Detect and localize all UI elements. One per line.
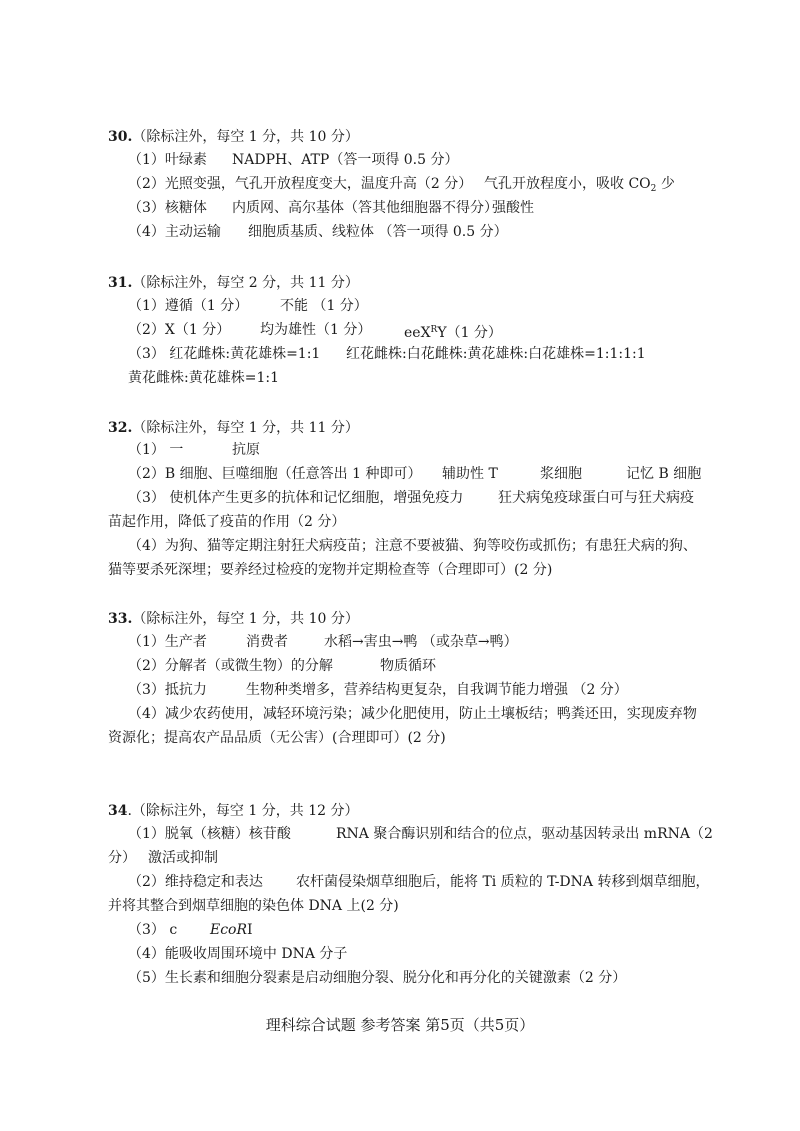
q32-3-answer-a: （3） 使机体产生更多的抗体和记忆细胞，增强免疫力 [128, 490, 464, 506]
q32-1-answer-a: （1） 一 [128, 442, 184, 458]
q33-line-5: 资源化；提高农产品品质（无公害）(合理即可）(2 分) [108, 730, 446, 746]
q34-line-4: 并将其整合到烟草细胞的染色体 DNA 上(2 分) [108, 898, 399, 914]
q30-1-answer-a: （1）叶绿素 [128, 152, 207, 168]
q34-1-continuation: 分） [108, 850, 136, 866]
page-footer: 理科综合试题 参考答案 第5页（共5页） [265, 1016, 535, 1034]
q30-3-answer-b: 内质网、高尔基体（答其他细胞器不得分） [232, 200, 498, 216]
q30-3-answer-c: 强酸性 [492, 200, 534, 216]
q33-1-answer-c: 水稻→害虫→鸭 （或杂草→鸭） [324, 634, 518, 650]
q31-2-answer-c: eeX$^R$Y（1 分） [404, 325, 502, 341]
q30-4-answer-b: 细胞质基质、线粒体 （答一项得 0.5 分） [248, 224, 508, 240]
q32-2-answer-c: 浆细胞 [540, 466, 582, 482]
q32-header [108, 417, 359, 437]
q34-2-answer-b: 农杆菌侵染烟草细胞后，能将 Ti 质粒的 T-DNA 转移到烟草细胞， [296, 874, 710, 890]
q30-2-answer-b: 气孔开放程度小，吸收 $CO_2$ 少 [484, 176, 675, 194]
q34-line-7: （5）生长素和细胞分裂素是启动细胞分裂、脱分化和再分化的关键激素（2 分） [128, 970, 627, 986]
q31-header [108, 272, 359, 292]
q34-1-answer-a: （1）脱氧（核糖）核苷酸 [128, 826, 291, 842]
q33-2-answer-a: （2）分解者（或微生物）的分解 [128, 658, 333, 674]
q30-1-answer-b: NADPH、ATP（答一项得 0.5 分） [232, 152, 459, 168]
q34-header [108, 800, 358, 820]
q30-4-answer-a: （4）主动运输 [128, 224, 221, 240]
q33-2-answer-b: 物质循环 [380, 658, 436, 674]
q31-1-answer-b: 不能 （1 分） [280, 298, 368, 314]
q34-3-answer-a: （3） c [128, 922, 178, 938]
q32-note: （除标注外，每空 1 分，共 11 分） [132, 420, 359, 436]
q34-line-6: （4）能吸收周围环境中 DNA 分子 [128, 946, 348, 962]
q33-note: （除标注外，每空 1 分，共 10 分） [132, 611, 359, 627]
q32-line-6: 猫等要杀死深埋；要养经过检疫的宠物并定期检查等（合理即可）(2 分) [108, 562, 553, 578]
q34-2-answer-a: （2）维持稳定和表达 [128, 874, 263, 890]
q31-line-4: 黄花雌株:黄花雄株=1:1 [128, 370, 279, 386]
q34-note: .（除标注外，每空 1 分，共 12 分） [127, 803, 359, 819]
q33-header [108, 608, 359, 628]
q32-2-answer-b: 辅助性 T [442, 466, 498, 482]
q33-number: 33. [108, 611, 133, 627]
q33-3-answer-b: 生物种类增多，营养结构更复杂，自我调节能力增强 （2 分） [246, 682, 628, 698]
q32-number: 32. [108, 420, 133, 436]
q34-1-answer-b: RNA 聚合酶识别和结合的位点，驱动基因转录出 mRNA（2 [336, 826, 713, 842]
q31-1-answer-a: （1）遵循（1 分） [128, 298, 249, 314]
q30-note: （除标注外，每空 1 分，共 10 分） [132, 129, 359, 145]
q34-number: 34 [108, 803, 128, 819]
q30-2-answer-a: （2）光照变强，气孔开放程度变大，温度升高（2 分） [128, 176, 473, 192]
q32-1-answer-b: 抗原 [232, 442, 260, 458]
q30-3-answer-a: （3）核糖体 [128, 200, 207, 216]
q30-number: 30. [108, 129, 133, 145]
q32-line-5: （4）为狗、猫等定期注射狂犬病疫苗；注意不要被猫、狗等咬伤或抓伤；有患狂犬病的狗、 [128, 538, 697, 554]
q31-note: （除标注外，每空 2 分，共 11 分） [132, 275, 359, 291]
q33-1-answer-b: 消费者 [246, 634, 288, 650]
q33-line-4: （4）减少农药使用，减轻环境污染；减少化肥使用，防止土壤板结；鸭粪还田，实现废弃物 [128, 706, 697, 722]
q33-1-answer-a: （1）生产者 [128, 634, 207, 650]
q34-3-answer-b: EcoRⅠ [210, 922, 253, 938]
q31-2-answer-a: （2）X（1 分） [128, 322, 231, 338]
q34-1-answer-c: 激活或抑制 [148, 850, 218, 866]
q31-3-answer-a: （3） 红花雌株:黄花雄株=1:1 [128, 346, 321, 362]
q31-number: 31. [108, 275, 133, 291]
q33-3-answer-a: （3）抵抗力 [128, 682, 207, 698]
q32-line-4: 苗起作用，降低了疫苗的作用（2 分） [108, 514, 346, 530]
q31-2-answer-b: 均为雄性（1 分） [260, 322, 372, 338]
q30-header [108, 126, 359, 146]
q32-2-answer-d: 记忆 B 细胞 [626, 466, 702, 482]
q31-3-answer-b: 红花雌株:白花雌株:黄花雄株:白花雄株=1:1:1:1 [346, 346, 646, 362]
q32-3-answer-b: 狂犬病兔疫球蛋白可与狂犬病疫 [498, 490, 694, 506]
q32-2-answer-a: （2）B 细胞、巨噬细胞（任意答出 1 种即可） [128, 466, 422, 482]
